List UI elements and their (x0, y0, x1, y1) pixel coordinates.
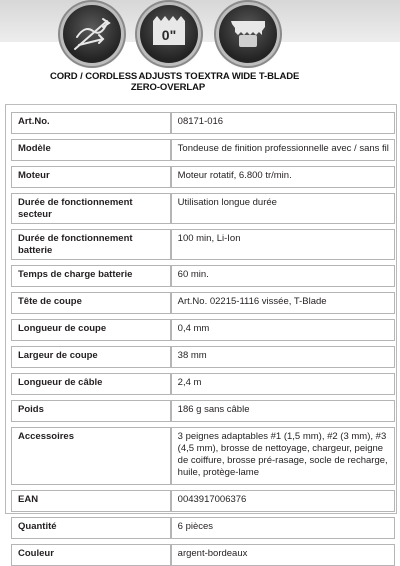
spec-row (11, 166, 395, 188)
spec-table (11, 112, 395, 566)
spec-row (11, 544, 395, 566)
feature-banner (0, 0, 400, 100)
spec-value: 0043917006376 (171, 490, 395, 512)
spec-key: Tête de coupe (11, 292, 171, 314)
spec-value: Moteur rotatif, 6.800 tr/min. (171, 166, 395, 188)
spec-key: Moteur (11, 166, 171, 188)
feature-label-zero-overlap-line1: ADJUSTS TO (138, 71, 198, 82)
spec-row (11, 139, 395, 161)
spec-key: Modèle (11, 139, 171, 161)
spec-key: Art.No. (11, 112, 171, 134)
spec-value: 100 min, Li-Ion (171, 229, 395, 260)
spec-row (11, 490, 395, 512)
spec-key: Longueur de câble (11, 373, 171, 395)
spec-row (11, 373, 395, 395)
spec-key: Temps de charge batterie (11, 265, 171, 287)
spec-key: Couleur (11, 544, 171, 566)
feature-label-zero-overlap-line2: ZERO-OVERLAP (130, 82, 206, 93)
spec-value: 3 peignes adaptables #1 (1,5 mm), #2 (3 mm), #3 (4,5 mm), brosse de nettoyage, chargeur, peigne de coiffure, brosse pré-rasage, socle de recharge, huile, protège-lame (171, 427, 395, 485)
spec-value: 08171-016 (171, 112, 395, 134)
spec-row (11, 346, 395, 368)
spec-value: 0,4 mm (171, 319, 395, 341)
spec-row (11, 265, 395, 287)
feature-label-cord-cordless: CORD / CORDLESS (50, 71, 138, 82)
spec-value: 186 g sans câble (171, 400, 395, 422)
spec-value: Utilisation longue durée (171, 193, 395, 224)
spec-table-body (11, 112, 395, 566)
spec-row (11, 517, 395, 539)
spec-row (11, 292, 395, 314)
spec-row (11, 427, 395, 485)
spec-key: Quantité (11, 517, 171, 539)
spec-value: 2,4 m (171, 373, 395, 395)
spec-row (11, 229, 395, 260)
zero-overlap-icon (140, 5, 198, 63)
spec-table-frame (5, 104, 397, 559)
spec-key: Durée de fonctionnement secteur (11, 193, 171, 224)
spec-key: Durée de fonctionnement batterie (11, 229, 171, 260)
spec-value: Tondeuse de finition professionnelle avec / sans fil (171, 139, 395, 161)
spec-value: 38 mm (171, 346, 395, 368)
spec-key: Accessoires (11, 427, 171, 485)
banner-strip (0, 0, 400, 42)
t-blade-icon (219, 5, 277, 63)
spec-row (11, 112, 395, 134)
spec-key: Largeur de coupe (11, 346, 171, 368)
spec-key: Longueur de coupe (11, 319, 171, 341)
spec-row (11, 319, 395, 341)
spec-row (11, 400, 395, 422)
feature-label-t-blade: EXTRA WIDE T-BLADE (198, 71, 300, 82)
spec-row (11, 193, 395, 224)
zero-overlap-badge-text: 0" (161, 27, 177, 43)
spec-key: EAN (11, 490, 171, 512)
spec-key: Poids (11, 400, 171, 422)
cord-cordless-icon (63, 5, 121, 63)
spec-value: Art.No. 02215-1116 vissée, T-Blade (171, 292, 395, 314)
spec-value: 60 min. (171, 265, 395, 287)
spec-value: argent-bordeaux (171, 544, 395, 566)
spec-value: 6 pièces (171, 517, 395, 539)
